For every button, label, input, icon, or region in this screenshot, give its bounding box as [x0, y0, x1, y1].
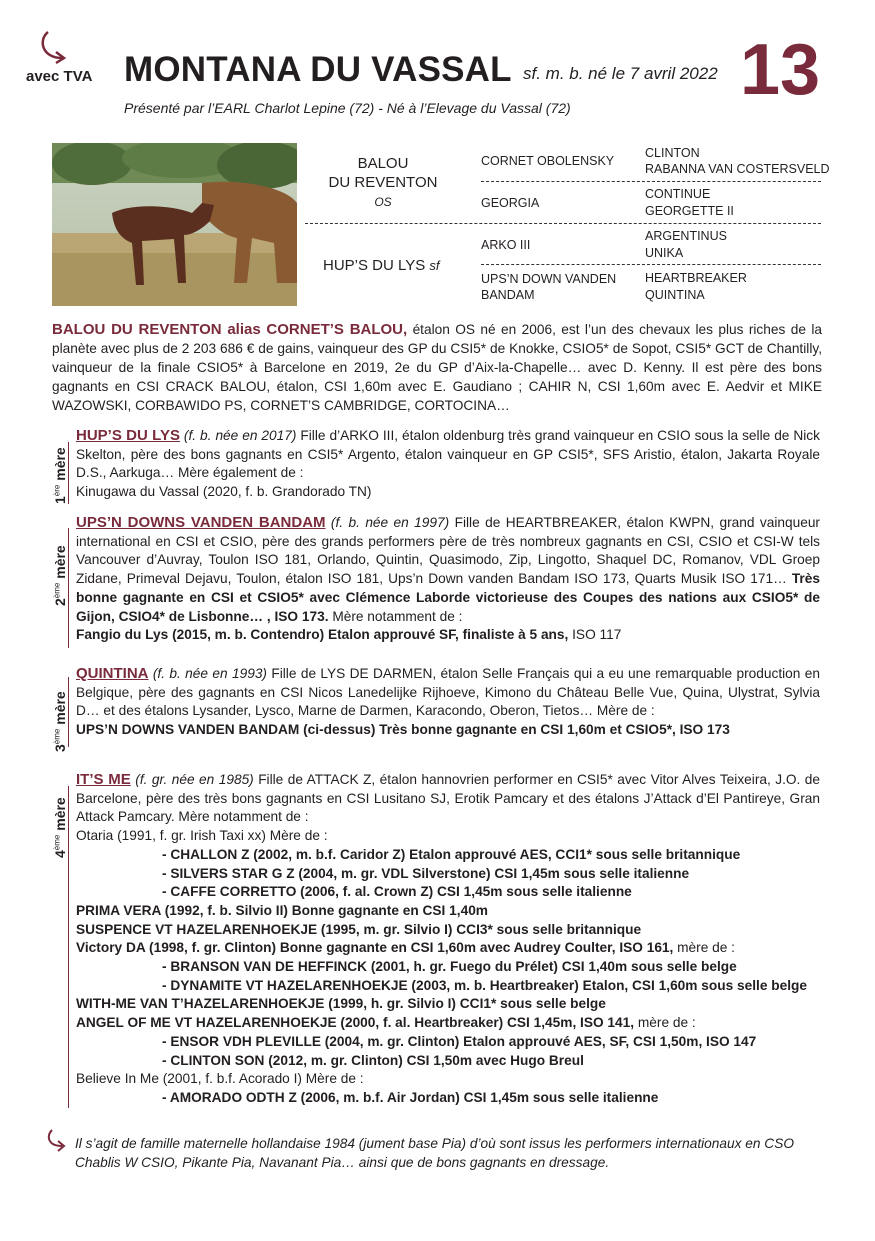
second-dam-text: Fille de HEARTBREAKER, étalon KWPN, grand vainqueur international en CSI et CSIO, père des grands performers père de très nombreux gagnants en CSI, CSIO et CSI-W tels Vancouver d’Auvray, Toulon ISO 181, Orlando, Quintin, Quasimodo, Zip, Lingotto, Shaquel DC, Romanov, VDL Groep Zidane, Primeval Dejavu, Toulon, étalon ISO 181, Ups’n Down vanden Bandam ISO 173, Quarts Musik ISO 171…: [76, 515, 820, 587]
sire-name-line2: DU REVENTON: [328, 174, 438, 191]
descendant-line: ANGEL OF ME VT HAZELARENHOEKJE (2000, f. al. Heartbreaker) CSI 1,45m, ISO 141, mère de :: [76, 1015, 696, 1031]
descendant-line: - ENSOR VDH PLEVILLE (2004, m. gr. Clinton) Etalon approuvé AES, SF, CSI 1,50m, ISO 147: [162, 1033, 757, 1049]
third-dam-text: Fille de LYS DE DARMEN, étalon Selle Français qui a eu une remarquable production en Belgique, père des gagnants en CSI Nicos Lanedelijke Rijhoeve, Kimono du Château Belle Vue, Quina, Ulystrat, Sylvia D… et des étalons Lysander, Lysco, Marne de Darmen, Karacondo, Oberon, Tietos… Mère de :: [76, 666, 820, 719]
descendant-line: - CHALLON Z (2002, m. b.f. Caridor Z) Etalon approuvé AES, CCI1* sous selle britannique: [162, 846, 741, 862]
family-note: Il s’agit de famille maternelle hollandaise 1984 (jument base Pia) d’où sont issus les performers internationaux en CSO Chablis W CSIO, Pikante Pia, Navanant Pia… ainsi que de bons gagnants en dressage.: [75, 1136, 794, 1170]
descendant-line: - SILVERS STAR G Z (2004, m. gr. VDL Silverstone) CSI 1,45m sous selle italienne: [162, 865, 690, 881]
generation-label-3: 3ème mère: [52, 691, 68, 752]
pedigree-divider: [481, 181, 821, 182]
generation-label-1: 1ère mère: [52, 447, 68, 504]
sire-name: [318, 154, 448, 192]
generation-bar: [68, 677, 69, 747]
fourth-dam-name: IT’S ME: [76, 771, 131, 788]
generation-label-2: 2ème mère: [52, 545, 68, 606]
second-dam-info: (f. b. née en 1997): [325, 515, 450, 530]
grandparent-4-line2: BANDAM: [481, 288, 535, 302]
return-arrow-icon: [44, 1128, 72, 1156]
descendant-line: PRIMA VERA (1992, f. b. Silvio II) Bonne gagnante en CSI 1,40m: [76, 902, 488, 918]
sire-description-lead: BALOU DU REVENTON alias CORNET’S BALOU,: [52, 321, 408, 338]
presented-by: Présenté par l’EARL Charlot Lepine (72) - Né à l’Elevage du Vassal (72): [124, 100, 571, 116]
grandparent-2: GEORGIA: [481, 196, 540, 210]
sire-description-text: étalon OS né en 2006, est l’un des chevaux les plus riches de la planète avec plus de 2 203 686 € de gains, vainqueur des GP du CSI5* de Knokke, CSIO5* de Sopot, CSI5* GCT de Chantilly, vainqueur de la finale CSIO5* à Barcelone en 2019, 2e du GP d’Aix-la-Chapelle… avec D. Kenny. Il est père des bons gagnants en CSI CRACK BALOU, étalon, CSI 1,60m avec E. Gaudiano ; CAHIR N, CSI 1,60m avec E. Aedvir et MIKE WAZOWSKI, CORBAWIDO PS, CORNET’S CAMBRIDGE, CORTOCINA…: [52, 322, 822, 413]
first-dam-name: HUP’S DU LYS: [76, 427, 180, 444]
descendant-line: - CAFFE CORRETTO (2006, f. al. Crown Z) CSI 1,45m sous selle italienne: [162, 884, 632, 900]
generation-label-4: 4ème mère: [52, 797, 68, 858]
second-dam-after: Mère notamment de :: [328, 608, 463, 624]
fourth-dam-section: [76, 771, 820, 1108]
grandparent-4: [481, 271, 616, 303]
third-dam-name: QUINTINA: [76, 665, 149, 682]
horse-description: sf. m. b. né le 7 avril 2022: [523, 64, 718, 83]
great-grandparent-4: GEORGETTE II: [645, 204, 734, 218]
fourth-dam-info: (f. gr. née en 1985): [130, 772, 254, 787]
descendant-line: - BRANSON VAN DE HEFFINCK (2001, h. gr. Fuego du Prélet) CSI 1,40m sous selle belge: [162, 959, 737, 975]
tva-label: avec TVA: [26, 68, 93, 85]
pedigree-divider: [305, 223, 821, 224]
descendant-line: Believe In Me (2001, f. b.f. Acorado I) Mère de :: [76, 1071, 364, 1087]
descendant-line: - DYNAMITE VT HAZELARENHOEKJE (2003, m. b. Heartbreaker) Etalon, CSI 1,60m sous selle belge: [162, 977, 808, 993]
dam-name-text: HUP’S DU LYS: [323, 257, 426, 274]
second-dam-name: UPS’N DOWNS VANDEN BANDAM: [76, 514, 326, 531]
second-dam-record: Très bonne gagnante en CSI et CSIO5* avec Clémence Laborde victorieuse des Coupes des nations aux CSIO5* de Gijon, CSIO4* de Lisbonne… , ISO 173.: [76, 571, 820, 624]
first-dam-section: [76, 427, 820, 502]
great-grandparent-1: CLINTON: [645, 146, 700, 160]
second-dam-child: Fangio du Lys (2015, m. b. Contendro) Etalon approuvé SF, finaliste à 5 ans, ISO 117: [76, 627, 622, 643]
descendant-line: - AMORADO ODTH Z (2006, m. b.f. Air Jordan) CSI 1,45m sous selle italienne: [162, 1089, 659, 1105]
descendant-line: SUSPENCE VT HAZELARENHOEKJE (1995, m. gr. Silvio I) CCI3* sous selle britannique: [76, 921, 642, 937]
great-grandparent-8: QUINTINA: [645, 288, 705, 302]
generation-bar: [68, 442, 69, 504]
dam-studbook: sf: [429, 258, 440, 273]
great-grandparent-6: UNIKA: [645, 246, 684, 260]
pedigree-divider: [481, 264, 821, 265]
sire-name-line1: BALOU: [357, 155, 409, 172]
lot-number: 13: [740, 30, 821, 110]
first-dam-text: Fille d’ARKO III, étalon oldenburg très grand vainqueur en CSIO sous la selle de Nick Skelton, père des bons gagnants en CSI5* Argento, étalon vainqueur en GP CSI5*, SFS Aristio, étalon, Jakarta Royale D.S., Aarkuga… Mère également de :: [76, 428, 820, 481]
great-grandparent-3: CONTINUE: [645, 187, 711, 201]
descendant-line: WITH-ME VAN T’HAZELARENHOEKJE (1999, h. gr. Silvio I) CCI1* sous selle belge: [76, 996, 606, 1012]
generation-bar: [68, 528, 69, 648]
descendant-line: Otaria (1991, f. gr. Irish Taxi xx) Mère de :: [76, 828, 328, 844]
third-dam-info: (f. b. née en 1993): [148, 666, 267, 681]
curved-arrow-icon: [36, 28, 76, 68]
third-dam-section: [76, 665, 820, 740]
grandparent-3: ARKO III: [481, 238, 531, 252]
second-dam-section: [76, 514, 820, 645]
generation-bar: [68, 786, 69, 1108]
sire-studbook: OS: [374, 195, 392, 209]
horse-name-title: MONTANA DU VASSAL: [124, 50, 512, 89]
third-dam-child: UPS’N DOWNS VANDEN BANDAM (ci-dessus) Très bonne gagnante en CSI 1,60m et CSIO5*, ISO 173: [76, 722, 730, 738]
grandparent-4-line1: UPS’N DOWN VANDEN: [481, 272, 617, 286]
great-grandparent-7: HEARTBREAKER: [645, 271, 747, 285]
first-dam-info: (f. b. née en 2017): [179, 428, 297, 443]
sire-description: [52, 320, 822, 415]
descendant-line: - CLINTON SON (2012, m. gr. Clinton) CSI 1,50m avec Hugo Breul: [162, 1052, 584, 1068]
great-grandparent-5: ARGENTINUS: [645, 229, 727, 243]
foal-photo: [52, 143, 297, 306]
fourth-dam-text: Fille de ATTACK Z, étalon hannovrien performer en CSI5* avec Vitor Alves Teixeira, J.O. de Barcelone, père des très bons gagnants en CSI Lusitano SJ, Erotik Pamcary et des étalons J’Attack d’El Pantireye, Gran Attack Pamcary. Mère notamment de :: [76, 772, 821, 825]
great-grandparent-2: RABANNA VAN COSTERSVELD: [645, 162, 830, 176]
first-dam-child: Kinugawa du Vassal (2020, f. b. Grandorado TN): [76, 484, 372, 500]
grandparent-1: CORNET OBOLENSKY: [481, 154, 615, 168]
descendant-line: Victory DA (1998, f. gr. Clinton) Bonne gagnante en CSI 1,60m avec Audrey Coulter, ISO 161, mère de :: [76, 940, 735, 956]
dam-name: [323, 257, 440, 274]
